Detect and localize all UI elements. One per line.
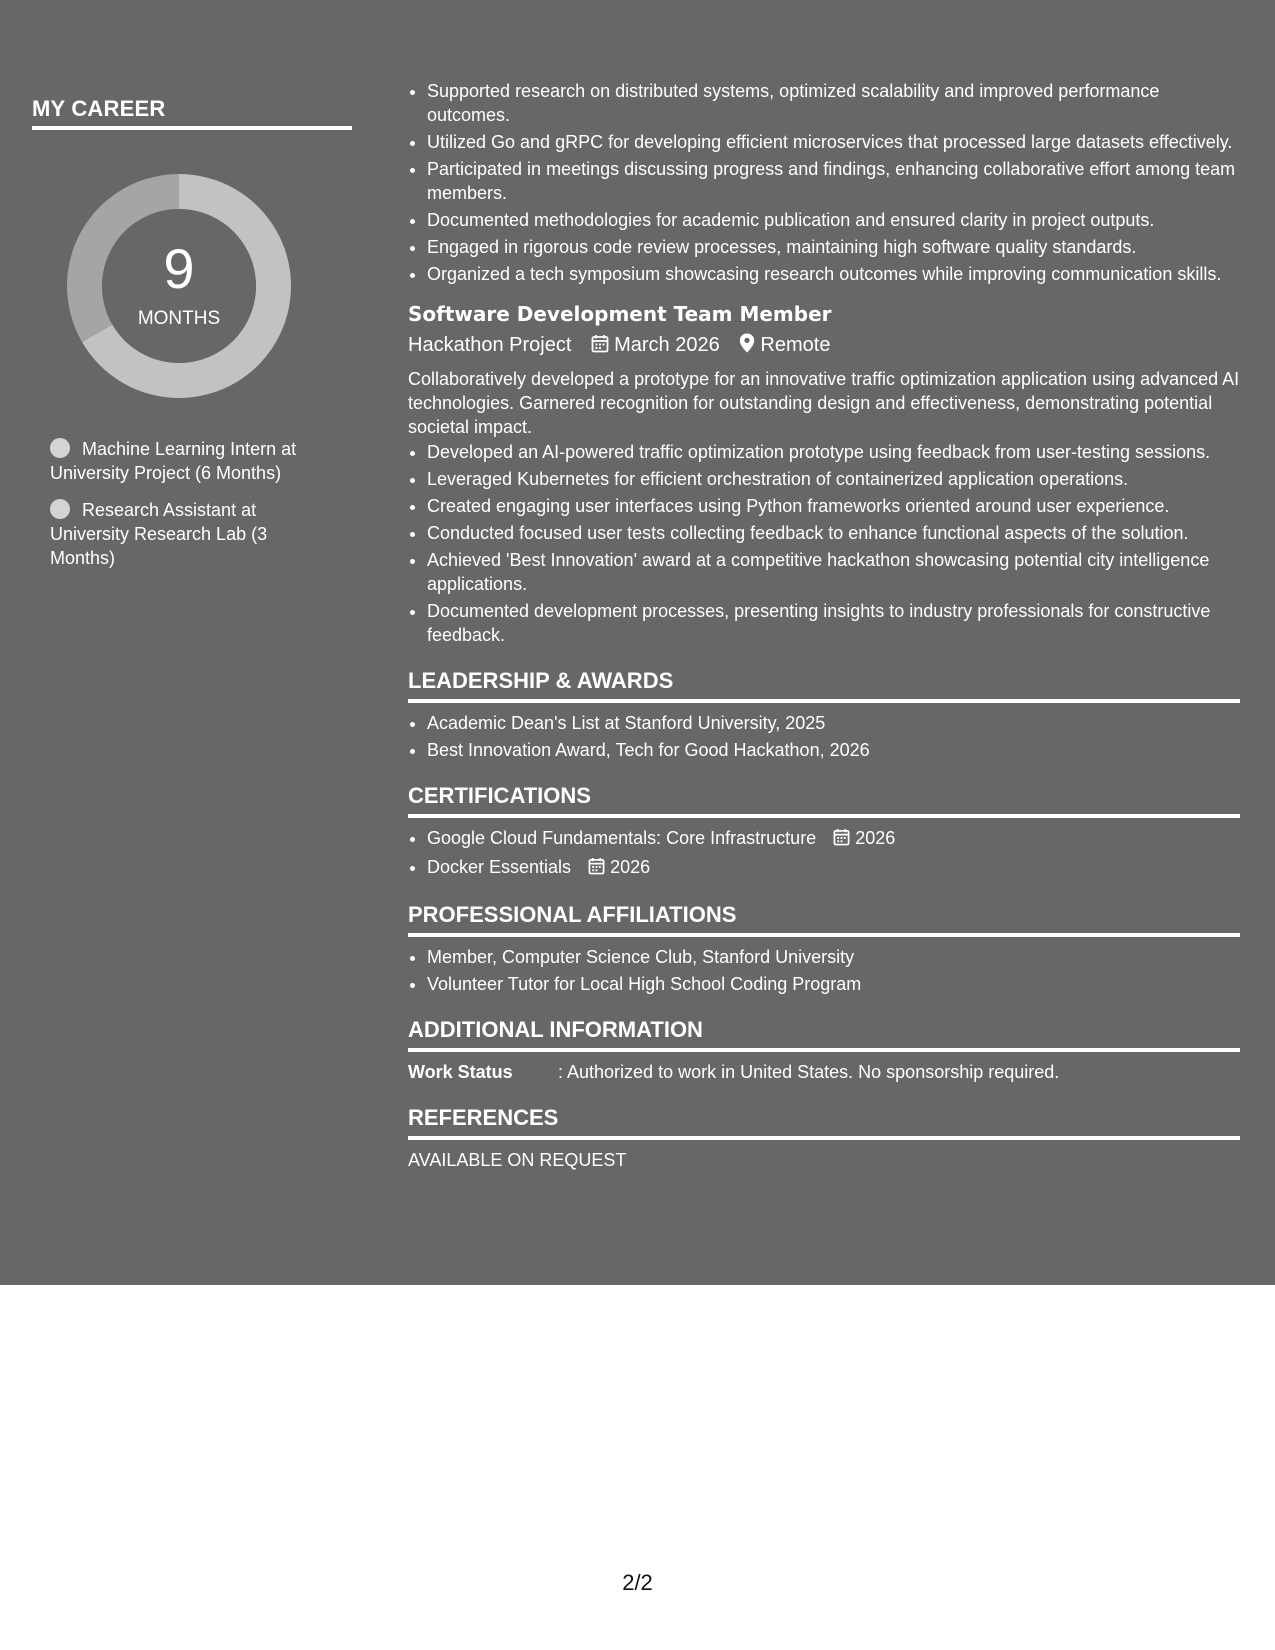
job-company: Hackathon Project	[408, 334, 572, 356]
certifications-heading: CERTIFICATIONS	[408, 782, 1240, 818]
certification-year: 2026	[855, 828, 896, 848]
previous-job-bullets	[408, 79, 1240, 286]
bullet-item: • Supported research on distributed systems, optimized scalability and improved performance outcomes.	[427, 79, 1240, 127]
affiliation-item: • Member, Computer Science Club, Stanford University	[427, 945, 1240, 969]
bullet-item: • Engaged in rigorous code review processes, maintaining high software quality standards.	[427, 235, 1240, 259]
calendar-icon	[833, 828, 850, 852]
certification-item	[427, 855, 1240, 881]
bullet-item: • Developed an AI-powered traffic optimization prototype using feedback from user-testing sessions.	[427, 440, 1240, 464]
donut-number: 9	[163, 237, 195, 300]
references-heading: REFERENCES	[408, 1104, 1240, 1140]
work-status-value: : Authorized to work in United States. No sponsorship required.	[558, 1062, 1060, 1082]
certification-item	[427, 826, 1240, 852]
certification-year: 2026	[610, 857, 651, 877]
legend-item	[50, 498, 315, 570]
bullet-item: • Organized a tech symposium showcasing research outcomes while improving communication skills.	[427, 262, 1240, 286]
job-location: Remote	[760, 334, 831, 356]
job-title: Software Development Team Member	[408, 302, 832, 326]
certifications-list	[408, 826, 1240, 881]
references-text: AVAILABLE ON REQUEST	[408, 1150, 627, 1170]
calendar-icon	[588, 857, 605, 881]
sidebar-title: MY CAREER	[32, 96, 352, 130]
bullet-item: • Conducted focused user tests collecting feedback to enhance functional aspects of the solution.	[427, 521, 1240, 545]
job-description: Collaboratively developed a prototype for an innovative traffic optimization application using advanced AI technologies. Garnered recognition for outstanding design and effectiveness, demonstrating potential societal impact.	[408, 369, 1240, 437]
legend-item	[50, 437, 315, 485]
career-legend	[50, 437, 315, 570]
work-status-label: Work Status	[408, 1062, 513, 1082]
leadership-item: • Academic Dean's List at Stanford University, 2025	[427, 711, 1240, 735]
location-pin-icon	[739, 333, 755, 361]
sidebar	[32, 96, 352, 583]
affiliations-heading: PROFESSIONAL AFFILIATIONS	[408, 901, 1240, 937]
certification-name: Google Cloud Fundamentals: Core Infrastructure	[427, 828, 817, 848]
bullet-item: • Leveraged Kubernetes for efficient orchestration of containerized application operations.	[427, 467, 1240, 491]
affiliations-list	[408, 945, 1240, 996]
job-date: March 2026	[614, 334, 720, 356]
bullet-item: • Created engaging user interfaces using Python frameworks oriented around user experience.	[427, 494, 1240, 518]
bullet-item: • Documented methodologies for academic publication and ensured clarity in project outputs.	[427, 208, 1240, 232]
main-content	[408, 79, 1240, 1172]
donut-unit: MONTHS	[137, 308, 221, 329]
work-status-row	[408, 1060, 1240, 1084]
legend-dot-icon	[50, 438, 70, 458]
job-bullets	[408, 440, 1240, 647]
legend-dot-icon	[50, 499, 70, 519]
page-number: 2/2	[622, 1570, 653, 1595]
legend-label: Machine Learning Intern at University Project (6 Months)	[50, 439, 297, 483]
calendar-icon	[591, 333, 609, 361]
additional-info-heading: ADDITIONAL INFORMATION	[408, 1016, 1240, 1052]
leadership-list	[408, 711, 1240, 762]
bullet-item: • Achieved 'Best Innovation' award at a competitive hackathon showcasing potential city intelligence applications.	[427, 548, 1240, 596]
bullet-item: • Participated in meetings discussing progress and findings, enhancing collaborative effort among team members.	[427, 157, 1240, 205]
bullet-item: • Documented development processes, presenting insights to industry professionals for constructive feedback.	[427, 599, 1240, 647]
career-donut-chart	[66, 173, 292, 399]
legend-label: Research Assistant at University Research Lab (3 Months)	[50, 500, 268, 568]
leadership-heading: LEADERSHIP & AWARDS	[408, 667, 1240, 703]
bullet-item: • Utilized Go and gRPC for developing efficient microservices that processed large datasets effectively.	[427, 130, 1240, 154]
leadership-item: • Best Innovation Award, Tech for Good Hackathon, 2026	[427, 738, 1240, 762]
certification-name: Docker Essentials	[427, 857, 572, 877]
job-meta	[408, 331, 1240, 361]
donut-center	[66, 173, 292, 399]
affiliation-item: • Volunteer Tutor for Local High School Coding Program	[427, 972, 1240, 996]
